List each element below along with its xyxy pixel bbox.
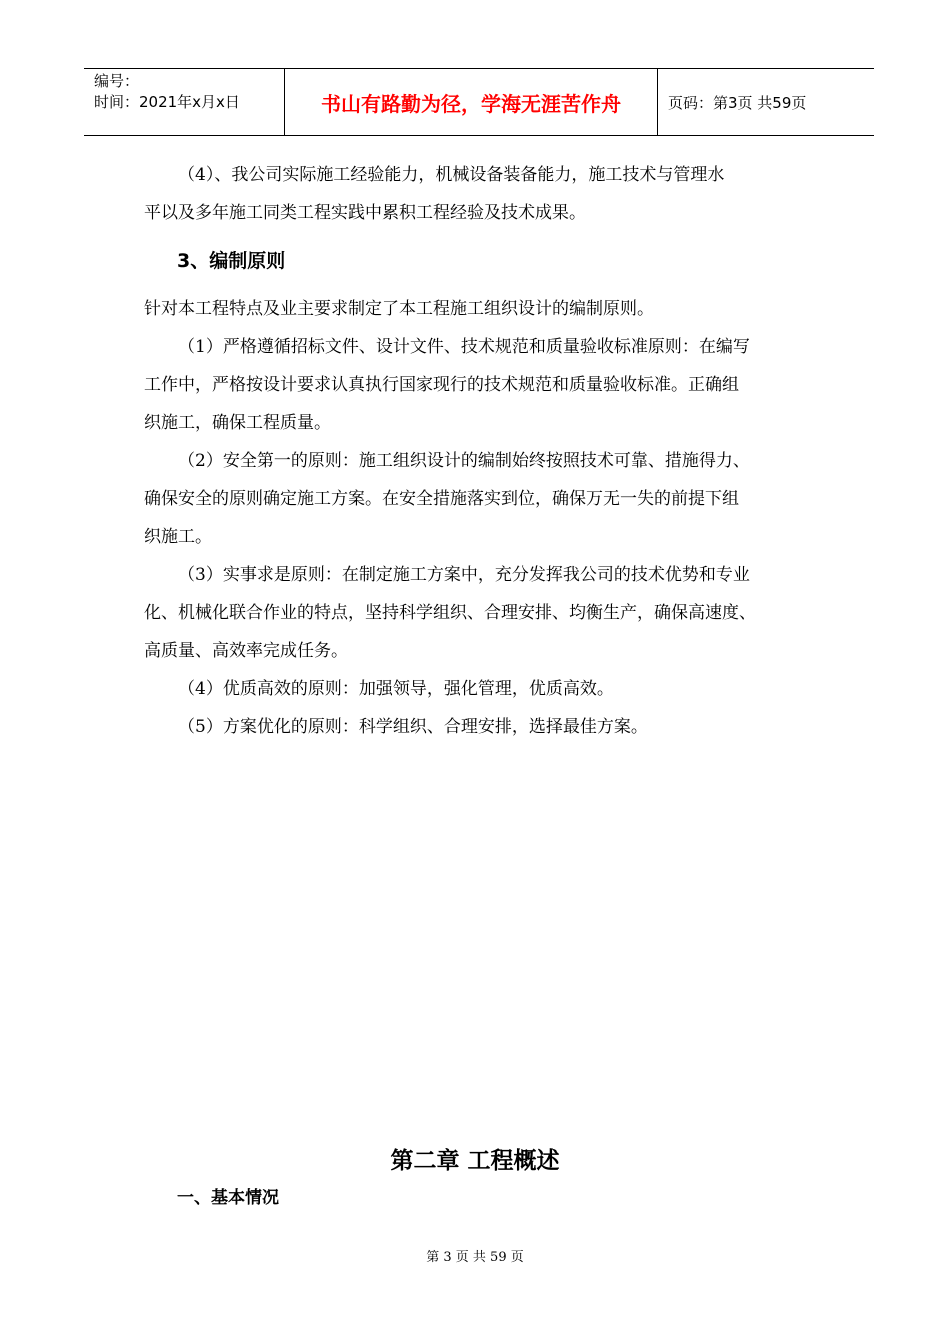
principle-1-line-1: （1）严格遵循招标文件、设计文件、技术规范和质量验收标准原则：在编写	[178, 337, 750, 357]
document-number-label: 编号：	[94, 72, 140, 90]
principle-1-line-3: 织施工，确保工程质量。	[144, 413, 331, 433]
section-body	[144, 290, 834, 746]
principle-3-line-2: 化、机械化联合作业的特点，坚持科学组织、合理安排、均衡生产，确保高速度、	[144, 603, 756, 623]
principle-1-line-2: 工作中，严格按设计要求认真执行国家现行的技术规范和质量验收标准。正确组	[144, 375, 739, 395]
principle-2-line-1: （2）安全第一的原则：施工组织设计的编制始终按照技术可靠、措施得力、	[178, 451, 750, 471]
page-footer: 第 3 页 共 59 页	[426, 1250, 524, 1265]
subsection-heading: 一、基本情况	[177, 1188, 279, 1208]
header-meta	[84, 69, 285, 135]
principle-5: （5）方案优化的原则：科学组织、合理安排，选择最佳方案。	[178, 717, 648, 737]
item-4-line-1: （4）、我公司实际施工经验能力，机械设备装备能力，施工技术与管理水	[178, 165, 725, 185]
item-4-line-2: 平以及多年施工同类工程实践中累积工程经验及技术成果。	[144, 203, 586, 223]
principle-4: （4）优质高效的原则：加强领导，强化管理，优质高效。	[178, 679, 614, 699]
intro-paragraph: 针对本工程特点及业主要求制定了本工程施工组织设计的编制原则。	[144, 299, 654, 319]
principle-3-line-3: 高质量、高效率完成任务。	[144, 641, 348, 661]
principle-2-line-3: 织施工。	[144, 527, 212, 547]
header-motto: 书山有路勤为径，学海无涯苦作舟	[285, 69, 658, 135]
header-page-info: 页码：第3页 共59页	[668, 93, 807, 112]
chapter-title: 第二章 工程概述	[390, 1148, 560, 1174]
document-date: 时间：2021年x月x日	[94, 93, 240, 111]
principle-3-line-1: （3）实事求是原则：在制定施工方案中，充分发挥我公司的技术优势和专业	[178, 565, 750, 585]
item-4-paragraph	[144, 156, 834, 232]
principle-2-line-2: 确保安全的原则确定施工方案。在安全措施落实到位，确保万无一失的前提下组	[144, 489, 739, 509]
section-heading: 3、编制原则	[177, 250, 286, 272]
page-header	[84, 68, 874, 136]
